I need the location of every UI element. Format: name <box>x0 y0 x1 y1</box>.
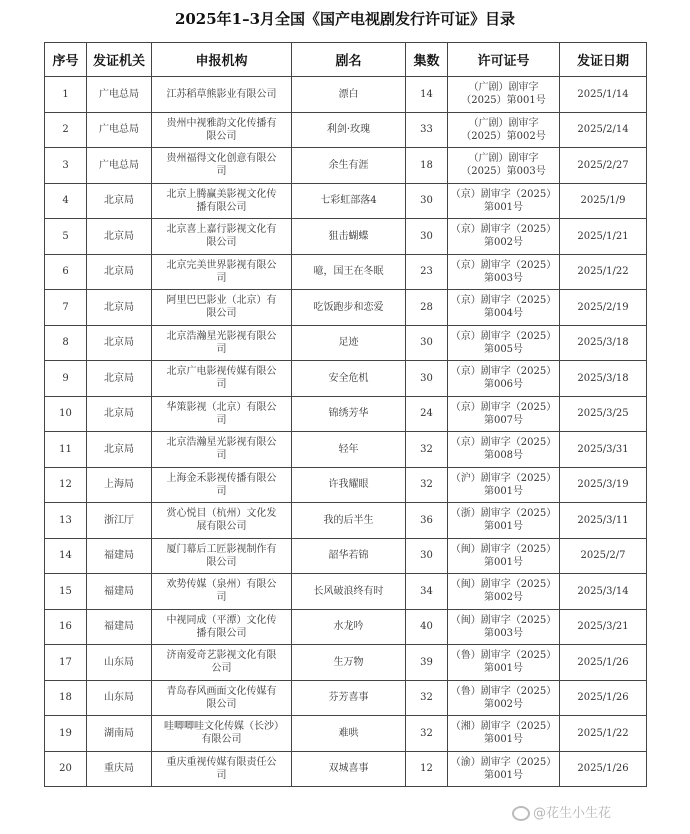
cell-applicant: 阿里巴巴影业（北京）有限公司 <box>152 290 292 326</box>
cell-drama-title: 安全危机 <box>292 361 406 397</box>
cell-episodes: 28 <box>406 290 448 326</box>
cell-index: 8 <box>45 325 87 361</box>
cell-drama-title: 水龙吟 <box>292 609 406 645</box>
table-header-row <box>45 43 647 77</box>
header-applicant: 申报机构 <box>152 43 292 77</box>
weibo-logo-icon <box>512 806 530 821</box>
cell-drama-title: 长风破浪终有时 <box>292 574 406 610</box>
cell-issue-date: 2025/3/31 <box>560 432 647 468</box>
cell-applicant: 上海金禾影视传播有限公司 <box>152 467 292 503</box>
header-episodes: 集数 <box>406 43 448 77</box>
cell-episodes: 18 <box>406 148 448 184</box>
table-row <box>45 680 647 716</box>
cell-applicant: 贵州中视雅韵文化传播有限公司 <box>152 112 292 148</box>
cell-issue-date: 2025/2/7 <box>560 538 647 574</box>
cell-issuer: 北京局 <box>87 219 152 255</box>
cell-issuer: 湖南局 <box>87 716 152 752</box>
cell-drama-title: 足迹 <box>292 325 406 361</box>
cell-issue-date: 2025/2/19 <box>560 290 647 326</box>
cell-license-no: （京）剧审字（2025）第004号 <box>448 290 560 326</box>
cell-index: 15 <box>45 574 87 610</box>
cell-episodes: 12 <box>406 751 448 787</box>
cell-applicant: 济南爱奇艺影视文化有限公司 <box>152 645 292 681</box>
cell-issuer: 上海局 <box>87 467 152 503</box>
cell-issuer: 福建局 <box>87 574 152 610</box>
cell-issue-date: 2025/3/19 <box>560 467 647 503</box>
cell-index: 17 <box>45 645 87 681</box>
header-drama-title: 剧名 <box>292 43 406 77</box>
cell-issuer: 北京局 <box>87 432 152 468</box>
table-row <box>45 148 647 184</box>
cell-drama-title: 噫，国王在冬眠 <box>292 254 406 290</box>
cell-license-no: （湘）剧审字（2025）第001号 <box>448 716 560 752</box>
cell-issue-date: 2025/1/21 <box>560 219 647 255</box>
cell-drama-title: 生万物 <box>292 645 406 681</box>
cell-license-no: （闽）剧审字（2025）第001号 <box>448 538 560 574</box>
cell-episodes: 39 <box>406 645 448 681</box>
cell-applicant: 贵州福得文化创意有限公司 <box>152 148 292 184</box>
cell-applicant: 哇唧唧哇文化传媒（长沙）有限公司 <box>152 716 292 752</box>
cell-license-no: （京）剧审字（2025）第007号 <box>448 396 560 432</box>
table-row <box>45 467 647 503</box>
cell-issue-date: 2025/3/18 <box>560 361 647 397</box>
cell-issue-date: 2025/2/14 <box>560 112 647 148</box>
table-row <box>45 219 647 255</box>
cell-issue-date: 2025/1/22 <box>560 716 647 752</box>
cell-applicant: 欢势传媒（泉州）有限公司 <box>152 574 292 610</box>
cell-issuer: 广电总局 <box>87 77 152 113</box>
cell-issue-date: 2025/1/22 <box>560 254 647 290</box>
cell-issuer: 福建局 <box>87 538 152 574</box>
cell-drama-title: 难哄 <box>292 716 406 752</box>
cell-index: 14 <box>45 538 87 574</box>
cell-drama-title: 许我耀眼 <box>292 467 406 503</box>
cell-license-no: （京）剧审字（2025）第001号 <box>448 183 560 219</box>
cell-issuer: 山东局 <box>87 680 152 716</box>
table-row <box>45 112 647 148</box>
cell-license-no: （京）剧审字（2025）第003号 <box>448 254 560 290</box>
cell-applicant: 北京喜上嘉行影视文化有限公司 <box>152 219 292 255</box>
cell-index: 1 <box>45 77 87 113</box>
table-row <box>45 538 647 574</box>
cell-index: 18 <box>45 680 87 716</box>
watermark <box>512 802 611 821</box>
cell-drama-title: 吃饭跑步和恋爱 <box>292 290 406 326</box>
cell-drama-title: 韶华若锦 <box>292 538 406 574</box>
cell-license-no: （京）剧审字（2025）第005号 <box>448 325 560 361</box>
cell-issue-date: 2025/3/14 <box>560 574 647 610</box>
cell-drama-title: 双城喜事 <box>292 751 406 787</box>
table-row <box>45 751 647 787</box>
table-row <box>45 609 647 645</box>
table-row <box>45 254 647 290</box>
cell-episodes: 14 <box>406 77 448 113</box>
cell-issuer: 浙江厅 <box>87 503 152 539</box>
cell-index: 16 <box>45 609 87 645</box>
cell-issuer: 北京局 <box>87 183 152 219</box>
cell-applicant: 厦门幕后工匠影视制作有限公司 <box>152 538 292 574</box>
license-table <box>44 42 647 787</box>
cell-applicant: 北京广电影视传媒有限公司 <box>152 361 292 397</box>
cell-episodes: 30 <box>406 538 448 574</box>
cell-drama-title: 漂白 <box>292 77 406 113</box>
header-issue-date: 发证日期 <box>560 43 647 77</box>
header-index: 序号 <box>45 43 87 77</box>
cell-issue-date: 2025/1/9 <box>560 183 647 219</box>
cell-license-no: （鲁）剧审字（2025）第002号 <box>448 680 560 716</box>
cell-applicant: 北京浩瀚星光影视有限公司 <box>152 432 292 468</box>
cell-issue-date: 2025/1/26 <box>560 680 647 716</box>
cell-episodes: 32 <box>406 467 448 503</box>
cell-issuer: 北京局 <box>87 361 152 397</box>
cell-issuer: 重庆局 <box>87 751 152 787</box>
cell-index: 9 <box>45 361 87 397</box>
table-row <box>45 290 647 326</box>
table-row <box>45 574 647 610</box>
cell-license-no: （广剧）剧审字（2025）第002号 <box>448 112 560 148</box>
table-row <box>45 396 647 432</box>
table-row <box>45 77 647 113</box>
cell-issue-date: 2025/3/18 <box>560 325 647 361</box>
cell-issue-date: 2025/1/26 <box>560 751 647 787</box>
cell-index: 6 <box>45 254 87 290</box>
cell-drama-title: 锦绣芳华 <box>292 396 406 432</box>
cell-index: 3 <box>45 148 87 184</box>
cell-episodes: 36 <box>406 503 448 539</box>
cell-applicant: 北京上腾赢美影视文化传播有限公司 <box>152 183 292 219</box>
header-license-no: 许可证号 <box>448 43 560 77</box>
table-body <box>45 77 647 787</box>
cell-index: 12 <box>45 467 87 503</box>
cell-issue-date: 2025/1/14 <box>560 77 647 113</box>
cell-applicant: 北京完美世界影视有限公司 <box>152 254 292 290</box>
cell-drama-title: 轻年 <box>292 432 406 468</box>
cell-issue-date: 2025/3/21 <box>560 609 647 645</box>
cell-drama-title: 余生有涯 <box>292 148 406 184</box>
cell-episodes: 30 <box>406 183 448 219</box>
cell-episodes: 30 <box>406 219 448 255</box>
watermark-text: @花生小生花 <box>533 806 612 821</box>
cell-issue-date: 2025/3/11 <box>560 503 647 539</box>
cell-license-no: （渝）剧审字（2025）第001号 <box>448 751 560 787</box>
cell-drama-title: 芬芳喜事 <box>292 680 406 716</box>
table-row <box>45 432 647 468</box>
cell-episodes: 23 <box>406 254 448 290</box>
header-issuer: 发证机关 <box>87 43 152 77</box>
table-row <box>45 645 647 681</box>
cell-issuer: 广电总局 <box>87 148 152 184</box>
cell-applicant: 江苏稻草熊影业有限公司 <box>152 77 292 113</box>
cell-episodes: 32 <box>406 716 448 752</box>
table-row <box>45 503 647 539</box>
cell-applicant: 中视同成（平潭）文化传播有限公司 <box>152 609 292 645</box>
table-row <box>45 325 647 361</box>
cell-applicant: 赏心悦目（杭州）文化发展有限公司 <box>152 503 292 539</box>
cell-episodes: 30 <box>406 325 448 361</box>
cell-episodes: 30 <box>406 361 448 397</box>
cell-index: 2 <box>45 112 87 148</box>
cell-index: 4 <box>45 183 87 219</box>
cell-license-no: （闽）剧审字（2025）第002号 <box>448 574 560 610</box>
cell-issue-date: 2025/1/26 <box>560 645 647 681</box>
cell-index: 5 <box>45 219 87 255</box>
table-row <box>45 183 647 219</box>
cell-episodes: 32 <box>406 432 448 468</box>
cell-index: 7 <box>45 290 87 326</box>
cell-issuer: 山东局 <box>87 645 152 681</box>
cell-issuer: 广电总局 <box>87 112 152 148</box>
cell-issuer: 北京局 <box>87 254 152 290</box>
cell-issue-date: 2025/3/25 <box>560 396 647 432</box>
cell-index: 13 <box>45 503 87 539</box>
cell-applicant: 重庆重视传媒有限责任公司 <box>152 751 292 787</box>
cell-license-no: （京）剧审字（2025）第006号 <box>448 361 560 397</box>
cell-issuer: 北京局 <box>87 290 152 326</box>
cell-license-no: （广剧）剧审字（2025）第003号 <box>448 148 560 184</box>
cell-license-no: （京）剧审字（2025）第008号 <box>448 432 560 468</box>
cell-applicant: 青岛春风画面文化传媒有限公司 <box>152 680 292 716</box>
cell-issuer: 北京局 <box>87 396 152 432</box>
cell-license-no: （广剧）剧审字（2025）第001号 <box>448 77 560 113</box>
cell-episodes: 32 <box>406 680 448 716</box>
cell-drama-title: 我的后半生 <box>292 503 406 539</box>
cell-episodes: 33 <box>406 112 448 148</box>
cell-license-no: （沪）剧审字（2025）第001号 <box>448 467 560 503</box>
cell-drama-title: 利剑·玫瑰 <box>292 112 406 148</box>
cell-index: 11 <box>45 432 87 468</box>
cell-issuer: 北京局 <box>87 325 152 361</box>
cell-issuer: 福建局 <box>87 609 152 645</box>
page-title: 2025年1–3月全国《国产电视剧发行许可证》目录 <box>174 10 516 28</box>
cell-index: 10 <box>45 396 87 432</box>
cell-episodes: 34 <box>406 574 448 610</box>
cell-index: 19 <box>45 716 87 752</box>
cell-applicant: 北京浩瀚星光影视有限公司 <box>152 325 292 361</box>
cell-episodes: 24 <box>406 396 448 432</box>
cell-license-no: （闽）剧审字（2025）第003号 <box>448 609 560 645</box>
table-row <box>45 361 647 397</box>
cell-license-no: （京）剧审字（2025）第002号 <box>448 219 560 255</box>
cell-license-no: （鲁）剧审字（2025）第001号 <box>448 645 560 681</box>
cell-issue-date: 2025/2/27 <box>560 148 647 184</box>
cell-drama-title: 七彩虹部落4 <box>292 183 406 219</box>
cell-applicant: 华策影视（北京）有限公司 <box>152 396 292 432</box>
cell-index: 20 <box>45 751 87 787</box>
table-row <box>45 716 647 752</box>
cell-episodes: 40 <box>406 609 448 645</box>
cell-license-no: （浙）剧审字（2025）第001号 <box>448 503 560 539</box>
cell-drama-title: 狙击蝴蝶 <box>292 219 406 255</box>
